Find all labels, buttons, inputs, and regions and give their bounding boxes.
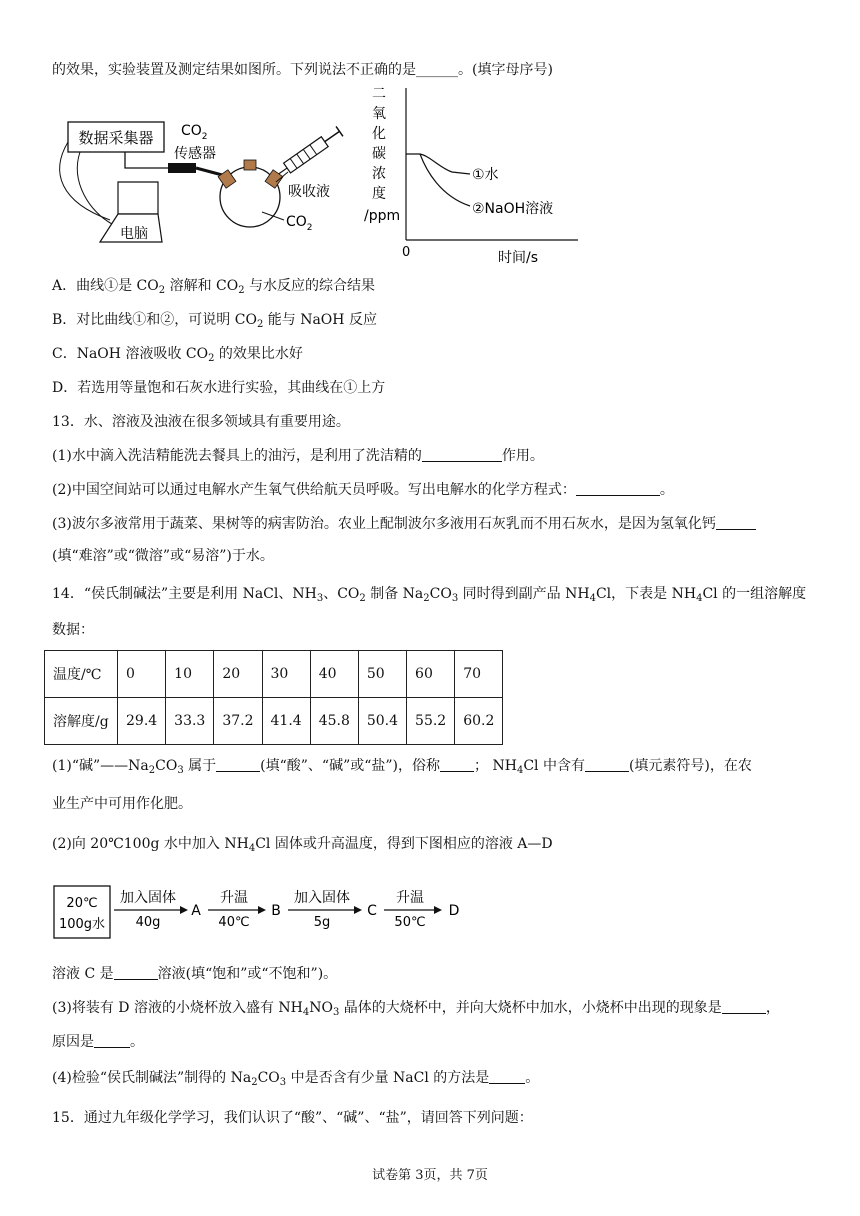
answer-blank[interactable] bbox=[114, 965, 158, 980]
q12-option-c: C．NaOH 溶液吸收 $CO_2$ 的效果比水好 bbox=[52, 346, 303, 364]
svg-text:升温: 升温 bbox=[220, 890, 248, 906]
table-cell: 55.2 bbox=[407, 698, 455, 745]
sensor-label: 传感器 bbox=[174, 146, 216, 162]
answer-blank[interactable] bbox=[440, 757, 474, 772]
q14-part1: (1)“碱$”——Na_2CO_3$ 属于 (填“酸”、“碱”或“盐”)，俗称 ； $NH_4Cl$ 中含有 (填元素符号)，在农 bbox=[52, 758, 752, 776]
table-cell: 50.4 bbox=[358, 698, 406, 745]
svg-text:化: 化 bbox=[372, 126, 386, 142]
table-header: 溶解度/g bbox=[45, 698, 118, 745]
answer-blank[interactable] bbox=[585, 757, 629, 772]
table-cell: 10 bbox=[166, 651, 214, 698]
table-cell: 29.4 bbox=[118, 698, 166, 745]
svg-text:100g水: 100g水 bbox=[58, 917, 106, 932]
co2-sub: 2 bbox=[306, 223, 313, 233]
curve-water bbox=[406, 154, 470, 174]
table-cell: 33.3 bbox=[166, 698, 214, 745]
solubility-table bbox=[44, 650, 503, 745]
svg-text:/ppm: /ppm bbox=[364, 208, 401, 224]
table-cell: 20 bbox=[214, 651, 262, 698]
table-row bbox=[45, 651, 503, 698]
answer-blank[interactable] bbox=[489, 1069, 525, 1084]
answer-blank[interactable] bbox=[716, 515, 756, 530]
q15-title: 15．通过九年级化学学习，我们认识了“酸”、“碱”、“盐”，请回答下列问题： bbox=[52, 1110, 533, 1126]
q14-part3: (3)将装有 D 溶液的小烧杯放入盛有 $NH_4NO_3$ 晶体的大烧杯中，并向大烧杯中加水，小烧杯中出现的现象是 ， bbox=[52, 1000, 780, 1018]
solution-b: B bbox=[271, 903, 281, 919]
q14-part3-cont: 原因是 。 bbox=[52, 1034, 144, 1050]
table-cell: 70 bbox=[455, 651, 503, 698]
collector-label: 数据采集器 bbox=[78, 129, 154, 147]
page-footer: 试卷第 3页，共 7页 bbox=[372, 1168, 488, 1183]
table-row bbox=[45, 698, 503, 745]
q13-title: 13．水、溶液及浊液在很多领域具有重要用途。 bbox=[52, 414, 350, 430]
svg-text:CO2 bbox=[286, 214, 313, 233]
svg-text:20℃: 20℃ bbox=[66, 896, 98, 911]
solution-d: D bbox=[448, 903, 460, 919]
q12-option-a: A．曲线①是 $CO_2$ 溶解和 $CO_2$ 与水反应的综合结果 bbox=[52, 278, 376, 296]
graph-xlabel: 时间/s bbox=[498, 250, 539, 266]
q14-part4: (4)检验“侯氏制碱法”制得的 $Na_2CO_3$ 中是否含有少量 NaCl 的方法是 。 bbox=[52, 1070, 540, 1088]
table-header: 温度/℃ bbox=[45, 651, 118, 698]
table-cell: 41.4 bbox=[262, 698, 310, 745]
sensor-co: CO bbox=[181, 123, 202, 139]
q13-part1: (1)水中滴入洗洁精能洗去餐具上的油污，是利用了洗洁精的 作用。 bbox=[52, 448, 544, 464]
q12-option-d: D．若选用等量饱和石灰水进行实验，其曲线在①上方 bbox=[52, 380, 386, 396]
curve1-label: ①水 bbox=[472, 167, 499, 183]
answer-blank[interactable] bbox=[722, 999, 766, 1014]
q12-intro: 的效果，实验装置及测定结果如图所。下列说法不正确的是______。(填字母序号) bbox=[52, 62, 553, 78]
solution-c: C bbox=[367, 903, 377, 919]
q14-title-cont: 数据： bbox=[52, 622, 94, 638]
q14-title: 14．“侯氏制碱法”主要是利用 NaCl、$NH_3$、$CO_2$ 制备 $Na_2CO_3$ 同时得到副产品 $NH_4Cl$，下表是 $NH_4Cl$ 的一组溶解度 bbox=[52, 586, 807, 604]
svg-text:浓: 浓 bbox=[372, 166, 386, 182]
q14-solution-c: 溶液 C 是 溶液(填“饱和”或“不饱和”)。 bbox=[52, 966, 338, 982]
sensor-sub: 2 bbox=[201, 132, 208, 142]
table-cell: 50 bbox=[358, 651, 406, 698]
graph-ylabel bbox=[364, 86, 400, 224]
apparatus-diagram bbox=[50, 102, 350, 262]
answer-blank[interactable] bbox=[576, 481, 660, 496]
flow-diagram bbox=[50, 880, 470, 944]
table-cell: 0 bbox=[118, 651, 166, 698]
table-cell: 45.8 bbox=[310, 698, 358, 745]
co2-label: CO bbox=[286, 214, 307, 230]
q12-option-b: B．对比曲线①和②，可说明 $CO_2$ 能与 NaOH 反应 bbox=[52, 312, 377, 330]
graph-origin: 0 bbox=[402, 245, 411, 260]
answer-blank[interactable] bbox=[216, 757, 260, 772]
svg-text:二: 二 bbox=[372, 86, 386, 102]
solution-a: A bbox=[191, 903, 201, 919]
svg-text:50℃: 50℃ bbox=[394, 915, 426, 930]
q13-part3-cont: (填“难溶”或“微溶”或“易溶”)于水。 bbox=[52, 548, 274, 564]
curve-naoh bbox=[420, 154, 470, 206]
answer-blank[interactable] bbox=[94, 1033, 130, 1048]
table-cell: 37.2 bbox=[214, 698, 262, 745]
table-cell: 40 bbox=[310, 651, 358, 698]
svg-text:加入固体: 加入固体 bbox=[120, 890, 176, 906]
svg-text:氧: 氧 bbox=[372, 106, 386, 122]
svg-text:碳: 碳 bbox=[372, 146, 386, 162]
q14-part2: (2)向 20℃100g 水中加入 $NH_4Cl$ 固体或升高温度，得到下图相应的溶液 A—D bbox=[52, 836, 553, 854]
q13-part2: (2)中国空间站可以通过电解水产生氧气供给航天员呼吸。写出电解水的化学方程式： 。 bbox=[52, 482, 674, 498]
answer-blank[interactable] bbox=[422, 447, 502, 462]
svg-text:升温: 升温 bbox=[396, 890, 424, 906]
svg-text:40g: 40g bbox=[135, 915, 161, 930]
table-cell: 60 bbox=[407, 651, 455, 698]
curve2-label: ②NaOH溶液 bbox=[472, 201, 554, 217]
svg-text:CO2 bbox=[181, 123, 208, 142]
table-cell: 60.2 bbox=[455, 698, 503, 745]
q13-part3: (3)波尔多液常用于蔬菜、果树等的病害防治。农业上配制波尔多液用石灰乳而不用石灰水，是因为氢氧化钙 bbox=[52, 514, 756, 534]
table-cell: 30 bbox=[262, 651, 310, 698]
co2-concentration-graph bbox=[360, 80, 590, 270]
svg-text:5g: 5g bbox=[313, 915, 331, 930]
absorb-label: 吸收液 bbox=[288, 184, 330, 200]
svg-text:度: 度 bbox=[372, 186, 386, 202]
svg-text:加入固体: 加入固体 bbox=[294, 890, 350, 906]
svg-text:40℃: 40℃ bbox=[218, 915, 250, 930]
q14-part1-cont: 业生产中可用作化肥。 bbox=[52, 796, 192, 812]
computer-label: 电脑 bbox=[120, 226, 148, 242]
